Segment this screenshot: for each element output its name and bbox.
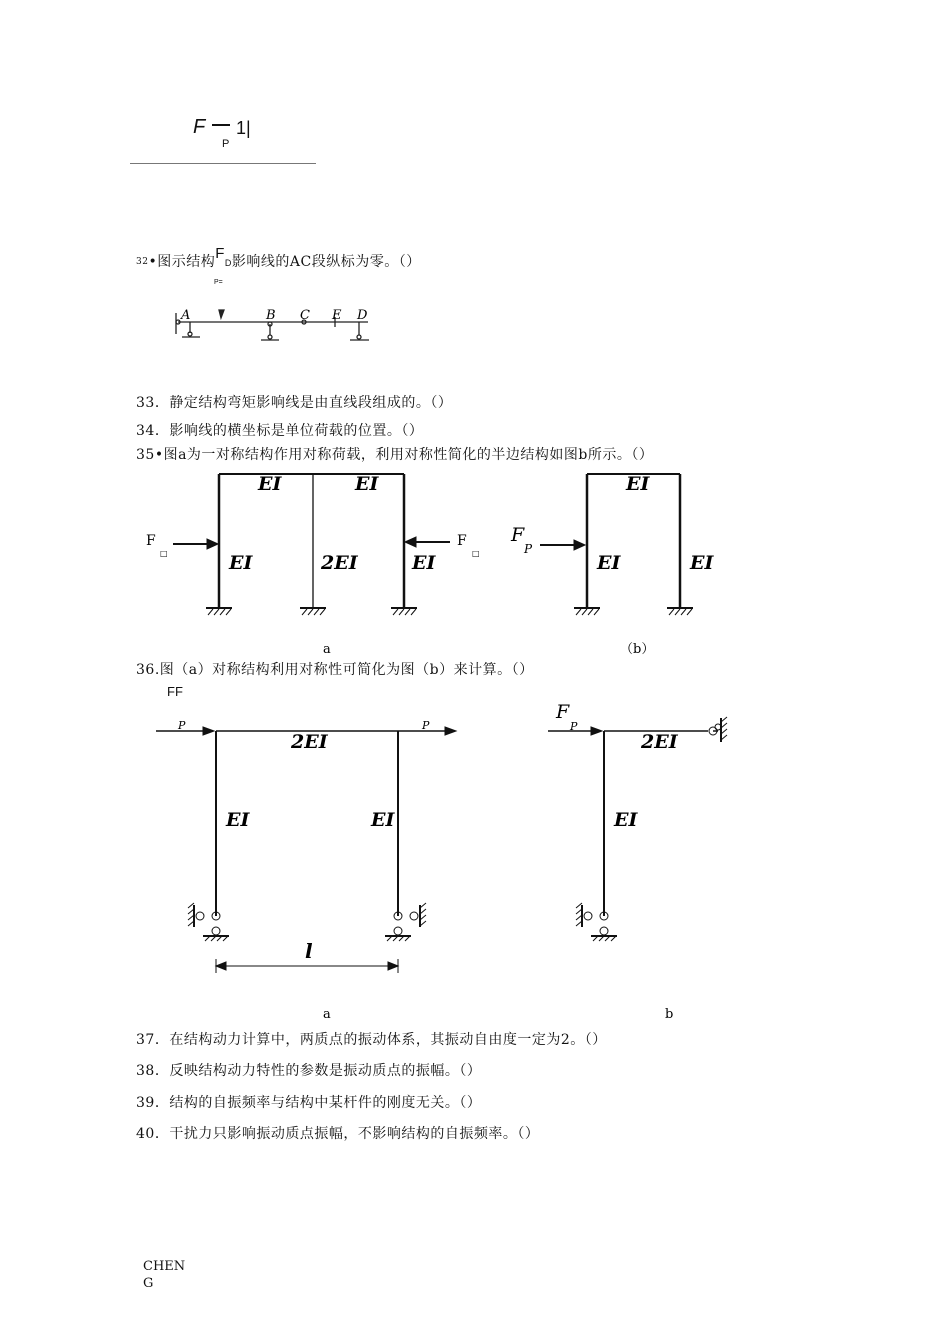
q35a-load-left-label: F [146, 533, 156, 549]
q36a-pin-left-mid [196, 912, 204, 920]
q35a-beam-left-label: EI [258, 473, 282, 495]
q36a-beam-label: 2EI [291, 731, 328, 753]
q36a-arrow-left-head [203, 727, 214, 735]
footer-line2: G [143, 1276, 154, 1291]
q36a-pin-right-mid [410, 912, 418, 920]
q36-figure-a [156, 727, 456, 973]
footer-line1: CHEN [143, 1259, 186, 1274]
q35b-load-sub: P [524, 542, 533, 556]
q35a-arrow-left-head [207, 539, 218, 549]
q35a-load-right-sub: □ [472, 549, 480, 558]
q35-figure-b [540, 474, 693, 615]
q36-line: 36.图（a）对称结构利用对称性可简化为图（b）来计算。（） [136, 662, 534, 678]
q33-line: 33．静定结构弯矩影响线是由直线段组成的。（） [136, 395, 453, 411]
q35a-col-right-label: EI [412, 552, 436, 574]
header-formula-main: F [193, 116, 206, 138]
q36-stray-mark: FF [167, 684, 183, 699]
q32-support-B-pin [268, 335, 272, 339]
q36a-col-left-label: EI [226, 809, 250, 831]
q34-line: 34．影响线的横坐标是单位荷载的位置。（） [136, 423, 424, 439]
q35a-load-left-sub: □ [160, 549, 168, 558]
q35-line: 35•图a为一对称结构作用对称荷载，利用对称性简化的半边结构如图b所示。（） [136, 447, 654, 463]
q32-under-mark: P= [214, 279, 223, 286]
q35a-hatch-mid [302, 609, 325, 615]
q32-label-E: E [332, 308, 342, 323]
q32-label-A: A [181, 308, 191, 323]
q36a-col-right-label: EI [371, 809, 395, 831]
q35b-arrow-head [574, 540, 585, 550]
q32-force-sub: D [224, 258, 232, 268]
q36b-beam-label: 2EI [641, 731, 678, 753]
q32-bullet: • [148, 254, 158, 270]
q35b-hatch-right [669, 609, 692, 615]
q39-line: 39．结构的自振频率与结构中某杆件的刚度无关。（） [136, 1095, 482, 1111]
q32-text-after: 影响线的AC段纵标为零。（） [231, 254, 421, 270]
q32-support-D-pin [357, 335, 361, 339]
q32-label-C: C [300, 308, 310, 323]
q35a-caption: a [323, 642, 331, 657]
q36b-col-label: EI [614, 809, 638, 831]
q36a-pin-right-bottom [394, 927, 402, 935]
q32-force-symbol: F [215, 245, 225, 262]
q32-number: 32 [136, 257, 149, 267]
q36b-caption: b [665, 1007, 674, 1022]
q37-line: 37．在结构动力计算中，两质点的振动体系，其振动自由度一定为2。（） [136, 1032, 607, 1048]
q35a-hatch-left [208, 609, 231, 615]
q32-label-B: B [266, 308, 276, 323]
q35b-beam-label: EI [626, 473, 650, 495]
q35a-beam-right-label: EI [355, 473, 379, 495]
q36a-caption: a [323, 1007, 331, 1022]
q35b-col-left-label: EI [597, 552, 621, 574]
q35-figure-a [173, 474, 450, 615]
q40-line: 40．干扰力只影响振动质点振幅，不影响结构的自振频率。（） [136, 1126, 540, 1142]
q36a-dim-arrow-right [388, 962, 398, 970]
q35b-hatch-left [576, 609, 599, 615]
q36-figure-b [548, 717, 727, 941]
q36a-dim-arrow-left [216, 962, 226, 970]
q36a-span-label: l [305, 939, 313, 963]
q36b-pin-bottom-mid [584, 912, 592, 920]
q35a-col-left-label: EI [229, 552, 253, 574]
q35a-arrow-right-head [405, 537, 416, 547]
q36a-load-right-label: P [422, 719, 430, 732]
q36b-load-label: F [556, 701, 570, 723]
q35a-hatch-right [393, 609, 416, 615]
q32-text-before: 图示结构 [157, 254, 216, 270]
q38-line: 38．反映结构动力特性的参数是振动质点的振幅。（） [136, 1063, 482, 1079]
q35a-load-right-label: F [457, 533, 467, 549]
q32-load-marker [219, 310, 224, 318]
header-formula-tail: 1| [236, 118, 251, 138]
q32-label-D: D [357, 308, 368, 323]
q35b-col-right-label: EI [690, 552, 714, 574]
q32-support-A-pin [188, 332, 192, 336]
q36a-load-left-label: P [178, 719, 186, 732]
q35b-load-label: F [511, 524, 525, 546]
q36a-pin-left-bottom [212, 927, 220, 935]
q36b-arrow-head [591, 727, 602, 735]
header-formula-sub: P [222, 138, 230, 150]
q36b-pin-bottom [600, 927, 608, 935]
q35b-caption: （b） [620, 642, 655, 657]
q36a-arrow-right-head [445, 727, 456, 735]
q36b-load-sub: P [570, 720, 578, 733]
q35a-col-mid-label: 2EI [321, 552, 358, 574]
